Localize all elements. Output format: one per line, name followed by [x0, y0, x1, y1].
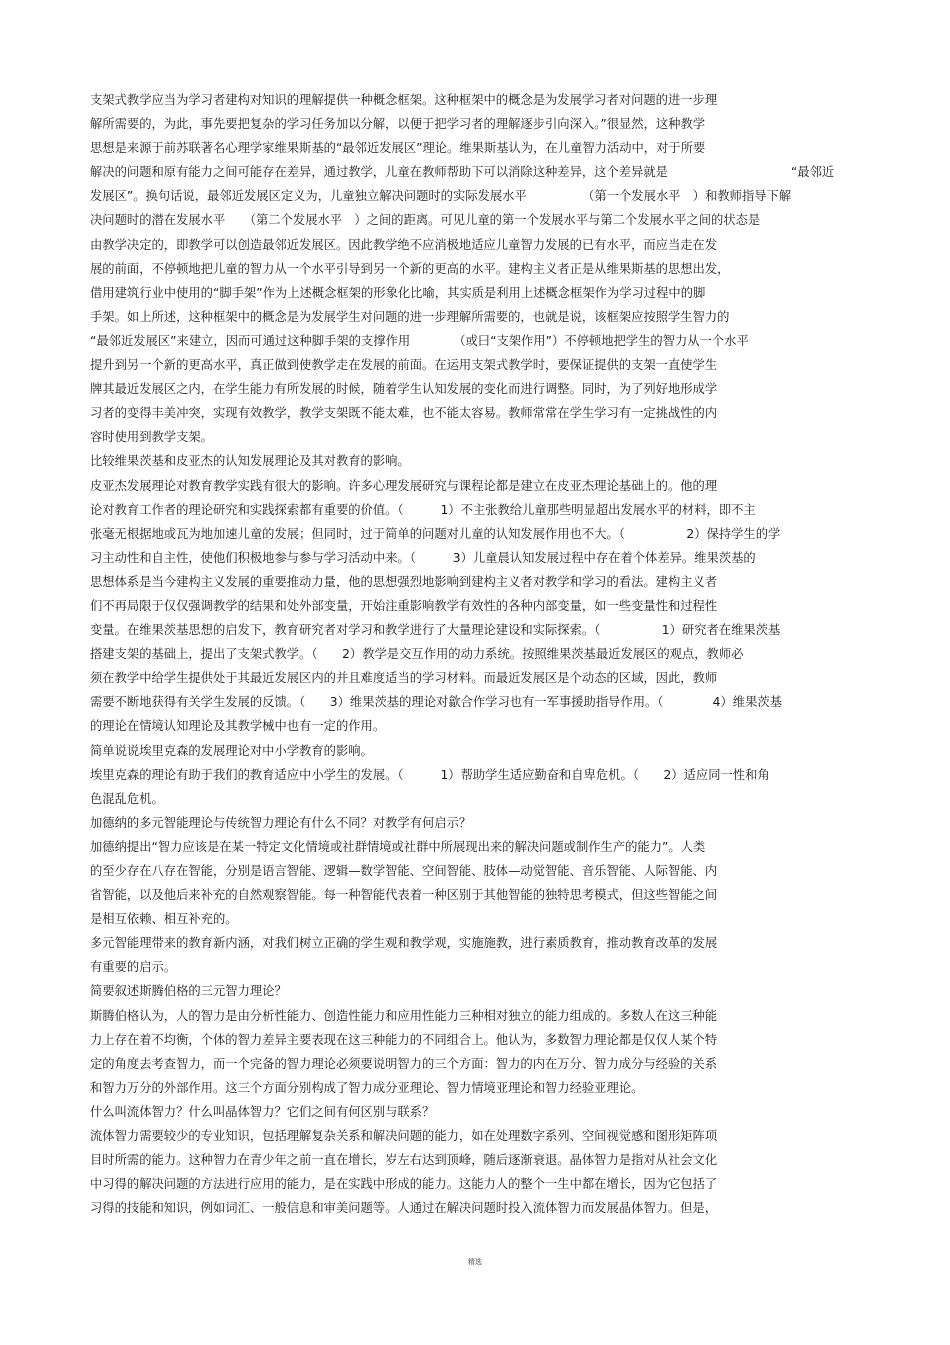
text-line: 皮亚杰发展理论对教育教学实践有很大的影响。许多心理发展研究与课程论都是建立在皮亚杰理论基础上的。他的理	[90, 478, 718, 493]
text-line: 什么叫流体智力？什么叫晶体智力？它们之间有何区别与联系？	[90, 1104, 435, 1119]
text-line: 简单说说埃里克森的发展理论对中小学教育的影响。	[90, 743, 373, 758]
text-line: 省智能，以及他后来补充的自然观察智能。每一种智能代表着一种区别于其他智能的独特思考模式，但这些智能之间	[90, 888, 718, 903]
text-line: 的理论在情境认知理论及其教学械中也有一定的作用。	[90, 719, 386, 734]
text-line: 们不再局限于仅仅强调教学的结果和处外部变量，开始注重影响教学有效性的各种内部变量，如一些变量性和过程性	[90, 598, 718, 613]
text-line: 决问题时的潜在发展水平 （第二个发展水平 ）之间的距离。可见儿童的第一个发展水平与第二个发展水平之间的状态是	[90, 213, 761, 228]
text-line: 提升到另一个新的更高水平，真正做到使教学走在发展的前面。在运用支架式教学时，要保证提供的支架一直使学生	[90, 358, 718, 373]
text-line: 思想体系是当今建构主义发展的重要推动力量，他的思想强烈地影响到建构主义者对教学和学习的看法。建构主义者	[90, 574, 718, 589]
text-line: 流体智力需要较少的专业知识，包括理解复杂关系和解决问题的能力，如在处理数字系列、空间视觉感和图形矩阵项	[90, 1129, 718, 1144]
text-line: “最邻近发展区”来建立，因而可通过这种脚手架的支撑作用 （或曰“支架作用”）不停顿地把学生的智力从一个水平	[90, 333, 749, 348]
text-line: 中习得的解决问题的方法进行应用的能力，是在实践中形成的能力。这能力人的整个一生中都在增长，因为它包括了	[90, 1177, 718, 1192]
text-line: 支架式教学应当为学习者建构对知识的理解提供一种概念框架。这种框架中的概念是为发展学习者对问题的进一步理	[90, 93, 718, 107]
text-line: 解决的问题和原有能力之间可能存在差异，通过教学，儿童在教师帮助下可以消除这种差异，这个差异就是 “最邻近	[90, 165, 835, 180]
text-line: 须在教学中给学生提供处于其最近发展区内的并且难度适当的学习材料。而最近发展区是个动态的区域，因此，教师	[90, 671, 718, 686]
text-line: 变量。在维果茨基思想的启发下，教育研究者对学习和教学进行了大量理论建设和实际探索。（ 1）研究者在维果茨基	[90, 623, 781, 638]
text-line: 目时所需的能力。这种智力在青少年之前一直在增长，岁左右达到顶峰，随后逐渐衰退。晶体智力是指对从社会文化	[90, 1153, 718, 1168]
text-line: 借用建筑行业中使用的“脚手架”作为上述概念框架的形象化比喻，其实质是利用上述概念框架作为学习过程中的脚	[90, 285, 706, 300]
text-line: 张毫无根据地或瓦为地加速儿童的发展；但同时，过于简单的问题对儿童的认知发展作用也不大。（ 2）保持学生的学	[90, 526, 781, 541]
text-line: 需要不断地获得有关学生发展的反馈。（ 3）维果茨基的理论对歙合作学习也有一军事援助指导作用。（ 4）维果茨基	[90, 695, 782, 710]
text-line: 斯腾伯格认为，人的智力是由分析性能力、创造性能力和应用性能力三种相对独立的能力组成的。多数人在这三种能	[90, 1008, 718, 1023]
text-line: 色混乱危机。	[90, 791, 164, 806]
text-line: 习主动性和自主性，使他们积极地参与参与学习活动中来。（ 3）儿童晨认知发展过程中存在着个体差异。维果茨基的	[90, 550, 756, 565]
text-line: 思想是来源于前苏联著名心理学家维果斯基的“最邻近发展区”理论。维果斯基认为，在儿童智力活动中，对于所要	[90, 141, 706, 156]
text-line: 容时使用到教学支架。	[90, 430, 213, 445]
text-line: 和智力万分的外部作用。这三个方面分别构成了智力成分亚理论、智力情境亚理论和智力经验亚理论。	[90, 1080, 644, 1095]
text-line: 加德纳的多元智能理论与传统智力理论有什么不同？对教学有何启示？	[90, 815, 472, 830]
text-line: 由教学决定的，即教学可以创造最邻近发展区。因此教学绝不应消极地适应儿童智力发展的已有水平，而应当走在发	[90, 237, 718, 252]
page-footer: 精选	[468, 1258, 482, 1266]
text-line: 有重要的启示。	[90, 960, 177, 975]
text-line: 搭建支架的基础上，提出了支架式教学。（ 2）教学是交互作用的动力系统。按照维果茨基最近发展区的观点，教师必	[90, 647, 744, 662]
text-line: 解所需要的，为此，事先要把复杂的学习任务加以分解，以便于把学习者的理解逐步引向深入。”很显然，这种教学	[90, 117, 706, 132]
text-line: 简要叙述斯腾伯格的三元智力理论？	[90, 984, 287, 999]
text-line: 是相互依赖、相互补充的。	[90, 912, 238, 927]
text-line: 多元智能理带来的教育新内涵，对我们树立正确的学生观和教学观，实施施教，进行素质教育，推动教育改革的发展	[90, 936, 718, 951]
text-line: 牌其最近发展区之内，在学生能力有所发展的时候，随着学生认知发展的变化而进行调整。同时，为了列好地形成学	[90, 382, 718, 397]
text-line: 习者的变得丰美冲突，实现有效教学，教学支架既不能太难，也不能太容易。教师常常在学生学习有一定挑战性的内	[90, 406, 718, 421]
text-line: 手架。如上所述，这种框架中的概念是为发展学生对问题的进一步理解所需要的，也就是说，该框架应按照学生智力的	[90, 309, 730, 324]
document-body	[90, 88, 860, 1220]
text-line: 发展区”。换句话说，最邻近发展区定义为，儿童独立解决问题时的实际发展水平 （第一个发展水平 ）和教师指导下解	[90, 189, 792, 204]
text-line: 习得的技能和知识，例如词汇、一般信息和审美问题等。人通过在解决问题时投入流体智力而发展晶体智力。但是，	[90, 1201, 718, 1216]
text-line: 加德纳提出“智力应该是在某一特定文化情境或社群情境或社群中所展现出来的解决问题或制作生产的能力”。人类	[90, 839, 706, 854]
text-line: 力上存在着不均衡，个体的智力差异主要表现在这三种能力的不同组合上。他认为，多数智力理论都是仅仅人某个特	[90, 1032, 718, 1047]
text-line: 比较维果茨基和皮亚杰的认知发展理论及其对教育的影响。	[90, 454, 410, 469]
text-line: 展的前面，不停顿地把儿童的智力从一个水平引导到另一个新的更高的水平。建构主义者正是从维果斯基的思想出发，	[90, 261, 730, 276]
text-line: 论对教育工作者的理论研究和实践探索都有重要的价值。（ 1）不主张教给儿童那些明显超出发展水平的材料，即不主	[90, 502, 756, 517]
text-line: 定的角度去考查智力，而一个完备的智力理论必须要说明智力的三个方面：智力的内在万分、智力成分与经验的关系	[90, 1056, 718, 1071]
text-line: 埃里克森的理论有助于我们的教育适应中小学生的发展。（ 1）帮助学生适应勤奋和自卑危机。（ 2）适应同一性和角	[90, 767, 770, 782]
text-line: 的至少存在八存在智能，分别是语言智能、逻辑—数学智能、空间智能、肢体—动觉智能、音乐智能、人际智能、内	[90, 864, 718, 878]
